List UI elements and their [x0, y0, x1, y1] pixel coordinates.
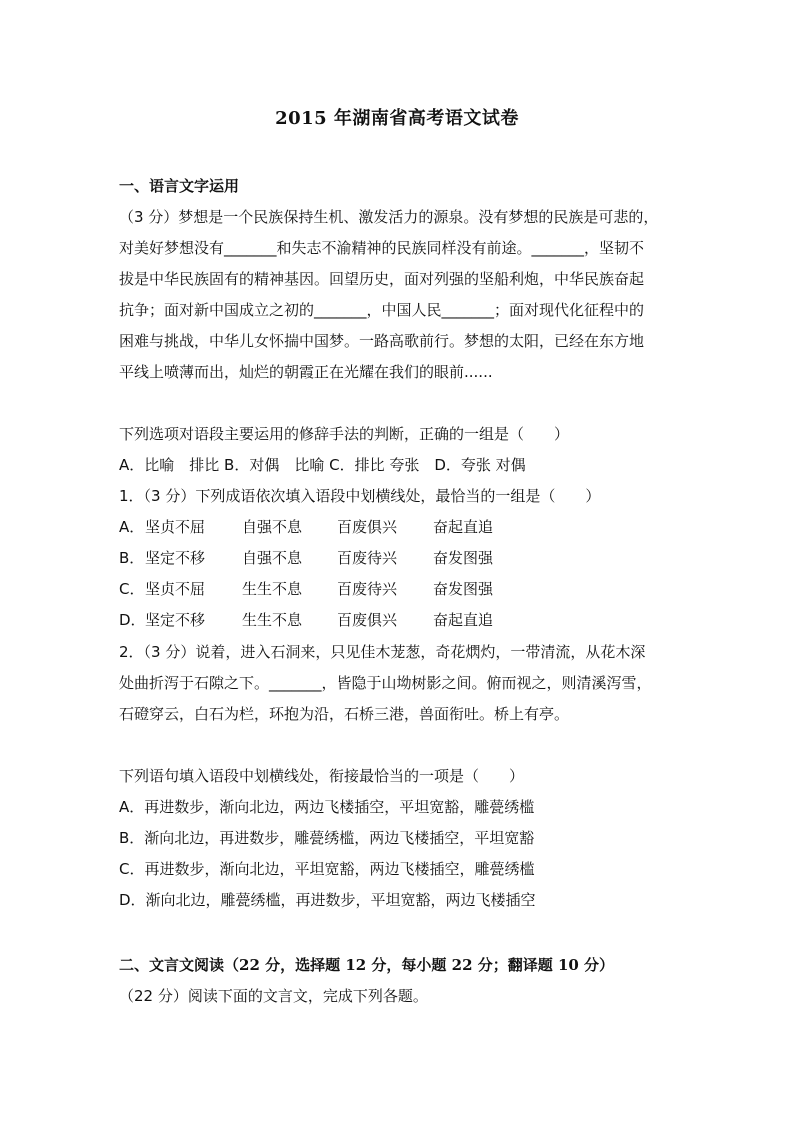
- option-item: 生生不息: [242, 611, 303, 629]
- option-item: 生生不息: [242, 580, 303, 598]
- option-item: 百废俱兴: [337, 518, 398, 536]
- passage-line: 困难与挑战，中华儿女怀揣中国梦。一路高歌前行。梦想的太阳，已经在东方地: [119, 332, 645, 350]
- question-2-passage-line: 2．（3 分）说着，进入石洞来，只见佳木茏葱，奇花熌灼，一带清流，从花木深: [119, 643, 646, 661]
- passage-line: 拔是中华民族固有的精神基因。回望历史，面对列强的坚船利炮，中华民族奋起: [119, 270, 645, 288]
- option-item: 坚定不移: [145, 611, 206, 629]
- section-2-intro: （22 分）阅读下面的文言文，完成下列各题。: [119, 987, 428, 1005]
- option-letter: D．: [119, 611, 146, 629]
- question-2-passage-line: 石磴穿云，白石为栏，环抱为沿，石桥三港，兽面衔吐。桥上有亭。: [119, 705, 570, 723]
- option-item: 坚贞不屈: [145, 518, 206, 536]
- question-1-stem: 1．（3 分）下列成语依次填入语段中划横线处，最恰当的一组是（ ）: [119, 487, 601, 505]
- section-2-heading: 二、文言文阅读（22 分，选择题 12 分，每小题 22 分；翻译题 10 分）: [119, 956, 615, 974]
- option-item: 奋发图强: [433, 549, 494, 567]
- option-letter: C．: [119, 580, 145, 598]
- option-letter: A．: [119, 518, 145, 536]
- question-2-option: A．再进数步，渐向北边，两边飞楼插空，平坦宽豁，雕甍绣槛: [119, 798, 535, 816]
- section-1-heading: 一、语言文字运用: [119, 177, 240, 195]
- question-2-passage-line: 处曲折泻于石隙之下。_______，皆隐于山坳树影之间。俯而视之，则清溪泻雪，: [119, 674, 652, 692]
- option-item: 百废待兴: [337, 580, 398, 598]
- option-letter: B．: [119, 549, 145, 567]
- question-stem: 下列选项对语段主要运用的修辞手法的判断，正确的一组是（ ）: [119, 425, 570, 443]
- passage-line: （3 分）梦想是一个民族保持生机、激发活力的源泉。没有梦想的民族是可悲的，: [119, 208, 659, 226]
- passage-line: 抗争；面对新中国成立之初的_______，中国人民_______；面对现代化征程中的: [119, 301, 645, 319]
- option-item: 坚贞不屈: [145, 580, 206, 598]
- question-2-option: D．渐向北边，雕甍绣槛，再进数步，平坦宽豁，两边飞楼插空: [119, 891, 536, 909]
- question-options: A．比喻 排比 B．对偶 比喻 C．排比 夸张 D．夸张 对偶: [119, 456, 526, 474]
- option-item: 百废待兴: [337, 549, 398, 567]
- page-title: 2015 年湖南省高考语文试卷: [275, 108, 519, 129]
- option-item: 坚定不移: [145, 549, 206, 567]
- option-item: 自强不息: [242, 518, 303, 536]
- option-item: 百废俱兴: [337, 611, 398, 629]
- question-2-stem: 下列语句填入语段中划横线处，衔接最恰当的一项是（ ）: [119, 767, 525, 785]
- option-item: 奋起直追: [433, 611, 494, 629]
- option-item: 自强不息: [242, 549, 303, 567]
- question-2-option: C．再进数步，渐向北边，平坦宽豁，两边飞楼插空，雕甍绣槛: [119, 860, 535, 878]
- option-item: 奋发图强: [433, 580, 494, 598]
- question-2-option: B．渐向北边，再进数步，雕甍绣槛，两边飞楼插空，平坦宽豁: [119, 829, 535, 847]
- passage-line: 平线上喷薄而出，灿烂的朝霞正在光耀在我们的眼前......: [119, 363, 493, 381]
- passage-line: 对美好梦想没有_______和失志不渝精神的民族同样没有前途。_______，坚韧不: [119, 239, 645, 257]
- option-item: 奋起直追: [433, 518, 494, 536]
